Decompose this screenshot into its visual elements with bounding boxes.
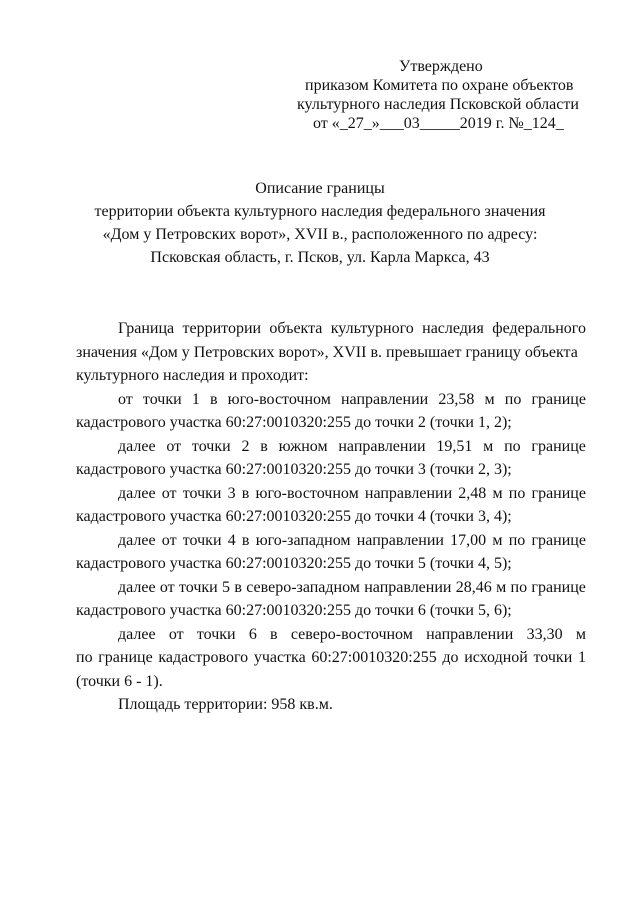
segment-2 — [76, 435, 586, 482]
word: 6 — [248, 625, 257, 643]
word: по — [76, 649, 93, 666]
approval-committee-line: культурного наследия Псковской области — [297, 96, 579, 113]
justified-line — [76, 435, 586, 459]
word: участка — [253, 649, 306, 666]
word: по — [510, 578, 528, 596]
word: точки — [178, 578, 218, 596]
segment-3 — [76, 482, 586, 529]
word: направлении — [426, 625, 514, 643]
word: 17,00 — [450, 531, 487, 549]
word: направлении — [364, 484, 453, 502]
justified-line — [76, 317, 586, 341]
segment-line: кадастрового участка 60:27:0010320:255 до точки 3 (точки 2, 3); — [76, 461, 512, 478]
approval-date-number: от «_27_»___03_____2019 г. №_124_ — [313, 115, 564, 132]
word: 5 — [222, 578, 231, 596]
word: в — [241, 484, 250, 502]
word: границе — [531, 531, 586, 549]
word: территории — [182, 320, 262, 337]
justified-line — [76, 482, 586, 506]
word: 1 — [191, 390, 200, 408]
word: м — [492, 484, 503, 502]
word: в — [209, 390, 218, 408]
intro-line-2: значения «Дом у Петровских ворот», XVII в. превышает границу объекта — [76, 343, 578, 361]
word: северо-западном — [246, 578, 360, 596]
word: границе — [531, 578, 586, 596]
word: наследия — [422, 320, 484, 337]
word: 23,58 — [438, 390, 475, 408]
word: от — [161, 531, 177, 549]
word: 2,48 — [458, 484, 487, 502]
word: направлении — [356, 531, 444, 549]
segment-line: кадастрового участка 60:27:0010320:255 до точки 2 (точки 1, 2); — [76, 414, 512, 431]
segment-line: кадастрового участка 60:27:0010320:255 до точки 4 (точки 3, 4); — [76, 508, 512, 525]
word: 19,51 — [436, 437, 473, 455]
word: в — [234, 578, 242, 596]
word: по — [504, 390, 522, 408]
word: в — [260, 437, 268, 455]
justified-line — [76, 646, 586, 670]
justified-line — [76, 529, 586, 553]
word: м — [492, 531, 503, 549]
word: до — [442, 649, 459, 666]
word: по — [508, 531, 526, 549]
title-line-2: территории объекта культурного наследия федерального значения — [94, 203, 546, 220]
word: точки — [182, 484, 222, 502]
approval-order-line: приказом Комитета по охране объектов — [305, 77, 574, 94]
segment-1 — [76, 388, 586, 435]
word: от — [159, 578, 175, 596]
word: м — [575, 625, 586, 643]
intro-paragraph — [76, 317, 586, 388]
area-statement: Площадь территории: 958 кв.м. — [118, 696, 333, 713]
title-line-4: Псковская область, г. Псков, ул. Карла Маркса, 43 — [150, 249, 490, 266]
segment-line: кадастрового участка 60:27:0010320:255 до точки 5 (точки 4, 5); — [76, 555, 512, 572]
title-line-1: Описание границы — [255, 180, 385, 197]
word: точки — [533, 649, 573, 666]
word: точки — [182, 531, 222, 549]
word: границе — [531, 484, 586, 502]
word: от — [161, 484, 177, 502]
word: объекта — [269, 320, 323, 337]
segment-line: кадастрового участка 60:27:0010320:255 до точки 6 (точки 5, 6); — [76, 602, 512, 619]
word: далее — [118, 578, 156, 596]
word: 3 — [227, 484, 236, 502]
word: границе — [98, 649, 153, 666]
word: 2 — [241, 437, 250, 455]
document-title — [60, 177, 580, 269]
word: точки — [142, 390, 182, 408]
word: направлении — [340, 390, 429, 408]
word: по — [508, 484, 526, 502]
word: в — [270, 625, 278, 643]
word: юго-восточном — [255, 484, 359, 502]
segment-line: (точки 6 - 1). — [76, 672, 163, 690]
word: м — [484, 390, 495, 408]
word: юго-восточном — [227, 390, 331, 408]
word: от — [118, 390, 133, 408]
word: далее — [118, 437, 156, 455]
word: от — [166, 437, 182, 455]
justified-line — [76, 576, 586, 600]
word: северо-восточном — [290, 625, 413, 643]
word: 60:27:0010320:255 — [311, 649, 437, 666]
word: далее — [118, 484, 156, 502]
word: культурного — [330, 320, 414, 337]
document-body — [76, 317, 586, 717]
word: по — [504, 437, 521, 455]
justified-line — [76, 623, 586, 647]
word: от — [168, 625, 184, 643]
word: границе — [531, 390, 586, 408]
word: исходной — [464, 649, 528, 666]
word: южном — [278, 437, 328, 455]
word: 1 — [577, 649, 586, 666]
word: направлении — [338, 437, 426, 455]
justified-line — [76, 388, 586, 412]
word: м — [496, 578, 507, 596]
word: 28,46 — [455, 578, 492, 596]
word: направлении — [364, 578, 452, 596]
intro-line-3: культурного наследия и проходит: — [76, 367, 309, 384]
word: далее — [118, 531, 156, 549]
word: кадастрового — [158, 649, 249, 666]
word: точки — [191, 437, 231, 455]
word: федерального — [492, 320, 586, 337]
segment-6 — [76, 623, 586, 694]
segment-4 — [76, 529, 586, 576]
word: границе — [531, 437, 586, 455]
approval-heading: Утверждено — [399, 58, 483, 75]
word: далее — [118, 625, 156, 643]
word: точки — [196, 625, 236, 643]
word: юго-западном — [255, 531, 351, 549]
word: 4 — [227, 531, 236, 549]
word: м — [483, 437, 494, 455]
word: в — [241, 531, 250, 549]
word: Граница — [118, 320, 175, 337]
word: 33,30 — [526, 625, 563, 643]
segment-5 — [76, 576, 586, 623]
title-line-3: «Дом у Петровских ворот», XVII в., расположенного по адресу: — [102, 226, 538, 243]
